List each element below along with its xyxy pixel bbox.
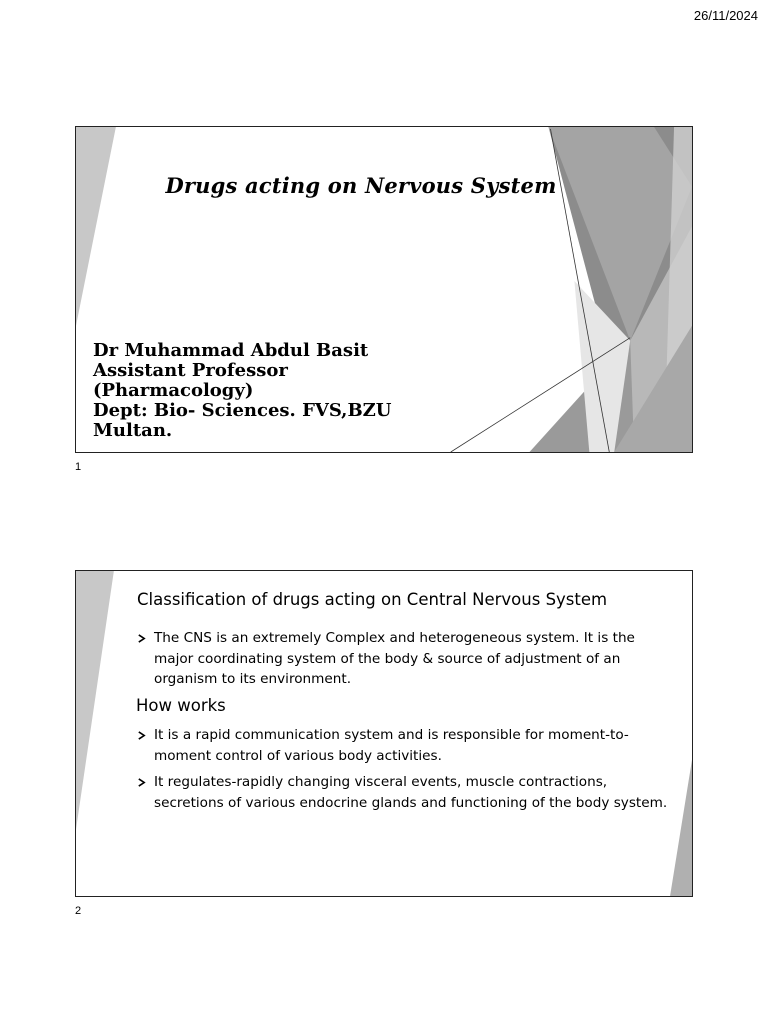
subheading: How works — [136, 696, 226, 715]
list-item — [136, 628, 674, 690]
arrowhead-right-icon — [137, 778, 146, 787]
author-line: (Pharmacology) — [93, 380, 254, 401]
author-line: Multan. — [93, 420, 173, 441]
slide-1-title: Drugs acting on Nervous System — [165, 173, 557, 198]
slide-2 — [75, 570, 693, 897]
bullet-text: It regulates-rapidly changing visceral events, muscle contractions, secretions of various endocrine glands and functioning of the body system. — [154, 774, 668, 811]
author-line: Dr Muhammad Abdul Basit — [93, 340, 369, 361]
page-date: 26/11/2024 — [693, 8, 758, 23]
list-item — [136, 772, 674, 813]
slide-1-author-block — [93, 341, 392, 441]
author-line: Assistant Professor — [93, 360, 288, 381]
slide-1 — [75, 126, 693, 453]
bullet-text: It is a rapid communication system and is responsible for moment-to-moment control of various body activities. — [154, 727, 629, 764]
author-line: Dept: Bio- Sciences. FVS,BZU — [93, 400, 392, 421]
bullet-text: The CNS is an extremely Complex and heterogeneous system. It is the major coordinating system of the body & source of adjustment of an organism to its environment. — [154, 630, 635, 687]
arrowhead-right-icon — [137, 634, 146, 643]
slide-number: 1 — [75, 461, 82, 473]
slide-2-title: Classification of drugs acting on Central Nervous System — [137, 590, 608, 609]
bullet-list-how — [136, 725, 674, 819]
arrowhead-right-icon — [137, 731, 146, 740]
slide-number: 2 — [75, 905, 82, 917]
bullet-list-intro — [136, 628, 674, 696]
list-item — [136, 725, 674, 766]
